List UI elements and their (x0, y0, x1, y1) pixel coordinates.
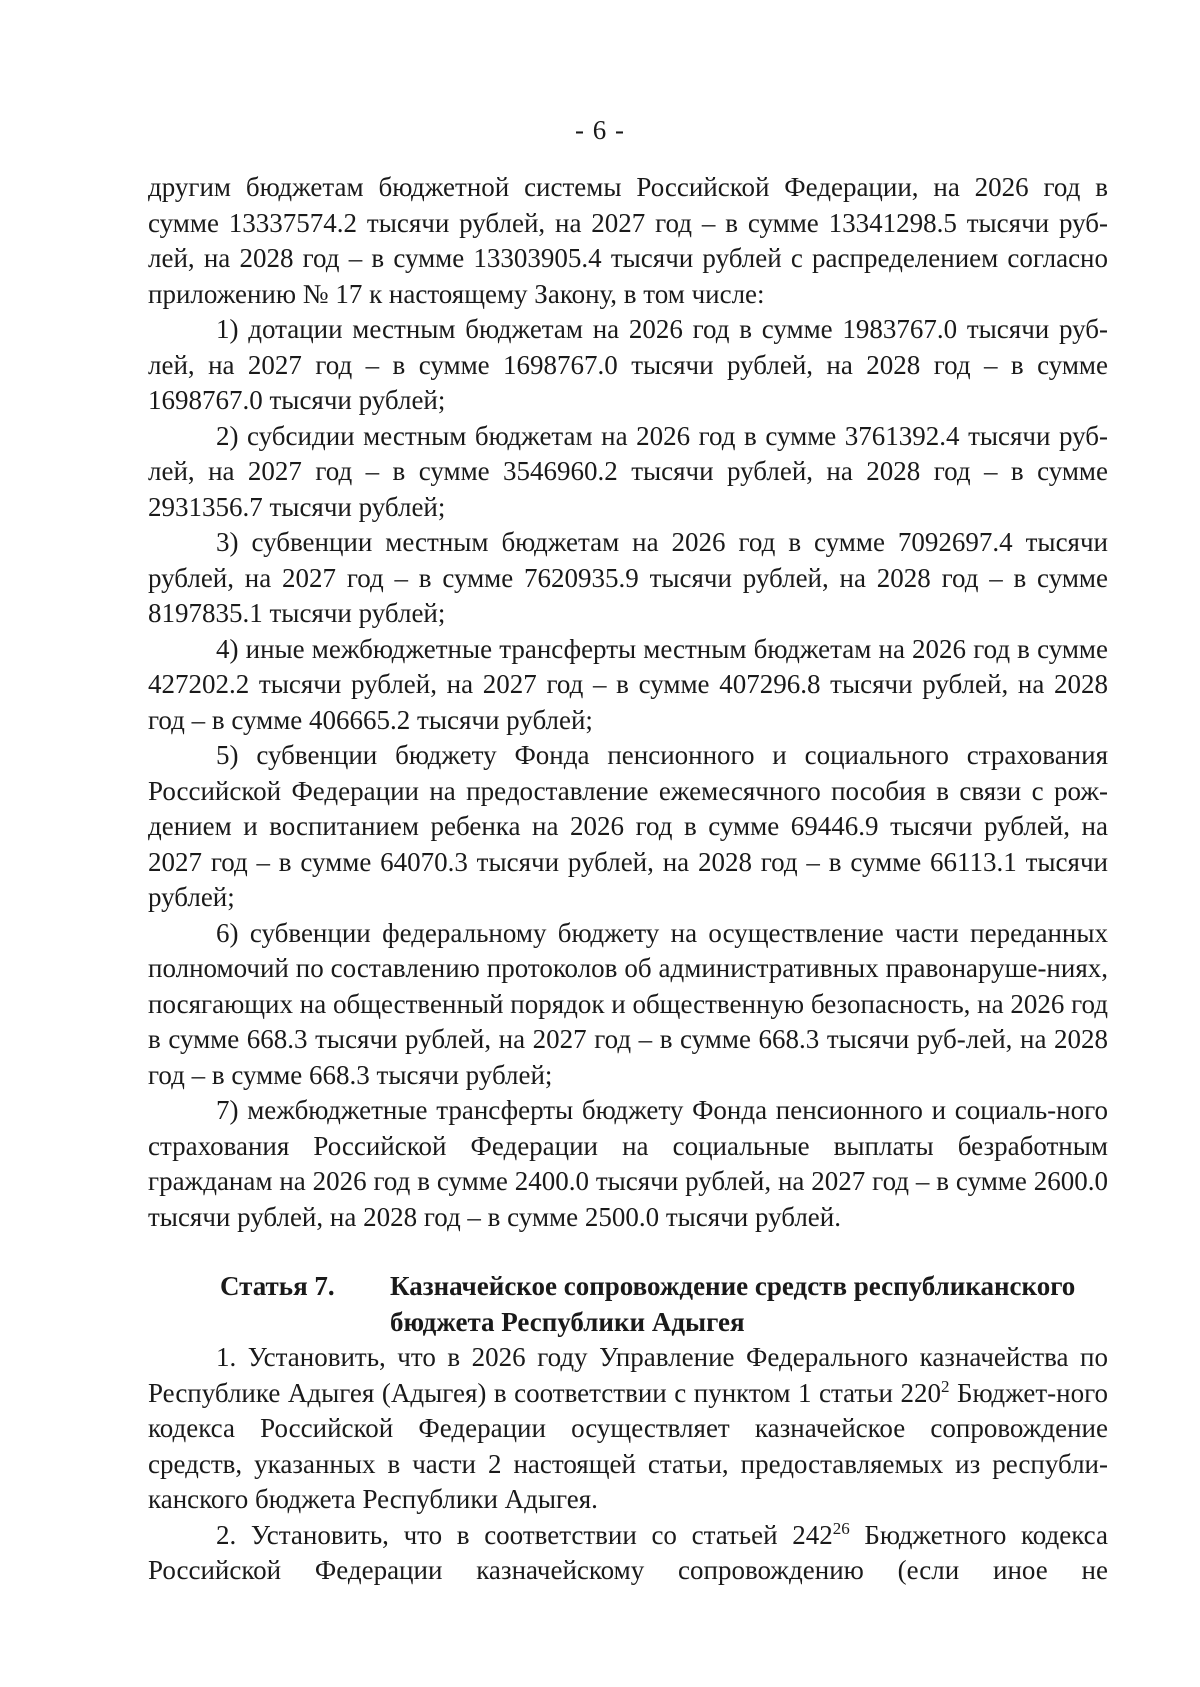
article-paragraph-1 (148, 1340, 1108, 1518)
article-paragraph-2-text-end: Бюджетного кодекса Российской Федерации казначейскому сопровождению (если иное не (148, 1519, 1108, 1585)
list-item-3: 3) субвенции местным бюджетам на 2026 год в сумме 7092697.4 тысячи рублей, на 2027 год – в сумме 7620935.9 тысячи рублей, на 2028 год – в сумме 8197835.1 тысячи рублей; (148, 527, 1108, 628)
superscript: 26 (832, 1518, 850, 1538)
article-number: Статья 7. (220, 1271, 335, 1301)
article-title: Казначейское сопровождение средств республиканского бюджета Республики Адыгея (390, 1271, 1076, 1337)
list-item-2: 2) субсидии местным бюджетам на 2026 год в сумме 3761392.4 тысячи руб-лей, на 2027 год – в сумме 3546960.2 тысячи рублей, на 2028 год – в сумме 2931356.7 тысячи рублей; (148, 420, 1108, 522)
list-item-6: 6) субвенции федеральному бюджету на осуществление части переданных полномочий по составлению протоколов об административных правонаруше-ниях, посягающих на общественный порядок и общественную безопасность, на 2026 год в сумме 668.3 тысячи рублей, на 2027 год – в сумме 668.3 тысячи руб-лей, на 2028 год – в сумме 668.3 тысячи рублей; (148, 917, 1108, 1090)
list-item-4: 4) иные межбюджетные трансферты местным бюджетам на 2026 год в сумме 427202.2 тысячи рублей, на 2027 год – в сумме 407296.8 тысячи рублей, на 2028 год – в сумме 406665.2 тысячи рублей; (148, 633, 1108, 735)
page-number: - 6 - (575, 115, 625, 145)
intro-paragraph: другим бюджетам бюджетной системы Российской Федерации, на 2026 год в сумме 13337574.2 тысячи рублей, на 2027 год – в сумме 13341298.5 тысячи руб-лей, на 2028 год – в сумме 13303905.4 тысячи рублей с распределением согласно приложению № 17 к настоящему Закону, в том числе: (148, 172, 1108, 309)
article-paragraph-2-text-start: 2. Установить, что в соответствии со статьей 242 (216, 1519, 833, 1550)
article-paragraph-1-text-end: Бюджет-ного кодекса Российской Федерации осуществляет казначейское сопровождение средств, указанных в части 2 настоящей статьи, предоставляемых из республи-канского бюджета Республики Адыгея. (148, 1377, 1108, 1514)
list-item-5: 5) субвенции бюджету Фонда пенсионного и социального страхования Российской Федерации на предоставление ежемесячного пособия в связи с рож-дением и воспитанием ребенка на 2026 год в сумме 69446.9 тысячи рублей, на 2027 год – в сумме 64070.3 тысячи рублей, на 2028 год – в сумме 66113.1 тысячи рублей; (148, 740, 1108, 912)
superscript: 2 (941, 1376, 950, 1396)
document-body (148, 170, 1108, 1589)
list-item-7: 7) межбюджетные трансферты бюджету Фонда пенсионного и социаль-ного страхования Российской Федерации на социальные выплаты безработным гражданам на 2026 год в сумме 2400.0 тысячи рублей, на 2027 год – в сумме 2600.0 тысячи рублей, на 2028 год – в сумме 2500.0 тысячи рублей. (148, 1095, 1108, 1232)
list-item-1: 1) дотации местным бюджетам на 2026 год в сумме 1983767.0 тысячи руб-лей, на 2027 год – в сумме 1698767.0 тысячи рублей, на 2028 год – в сумме 1698767.0 тысячи рублей; (148, 314, 1108, 415)
article-heading (148, 1269, 1108, 1340)
article-paragraph-2 (148, 1518, 1108, 1589)
article-paragraph-1-text-start: 1. Установить, что в 2026 году Управление Федерального казначейства по Республике Адыгея (Адыгея) в соответствии с пунктом 1 статьи 220 (148, 1342, 1108, 1408)
